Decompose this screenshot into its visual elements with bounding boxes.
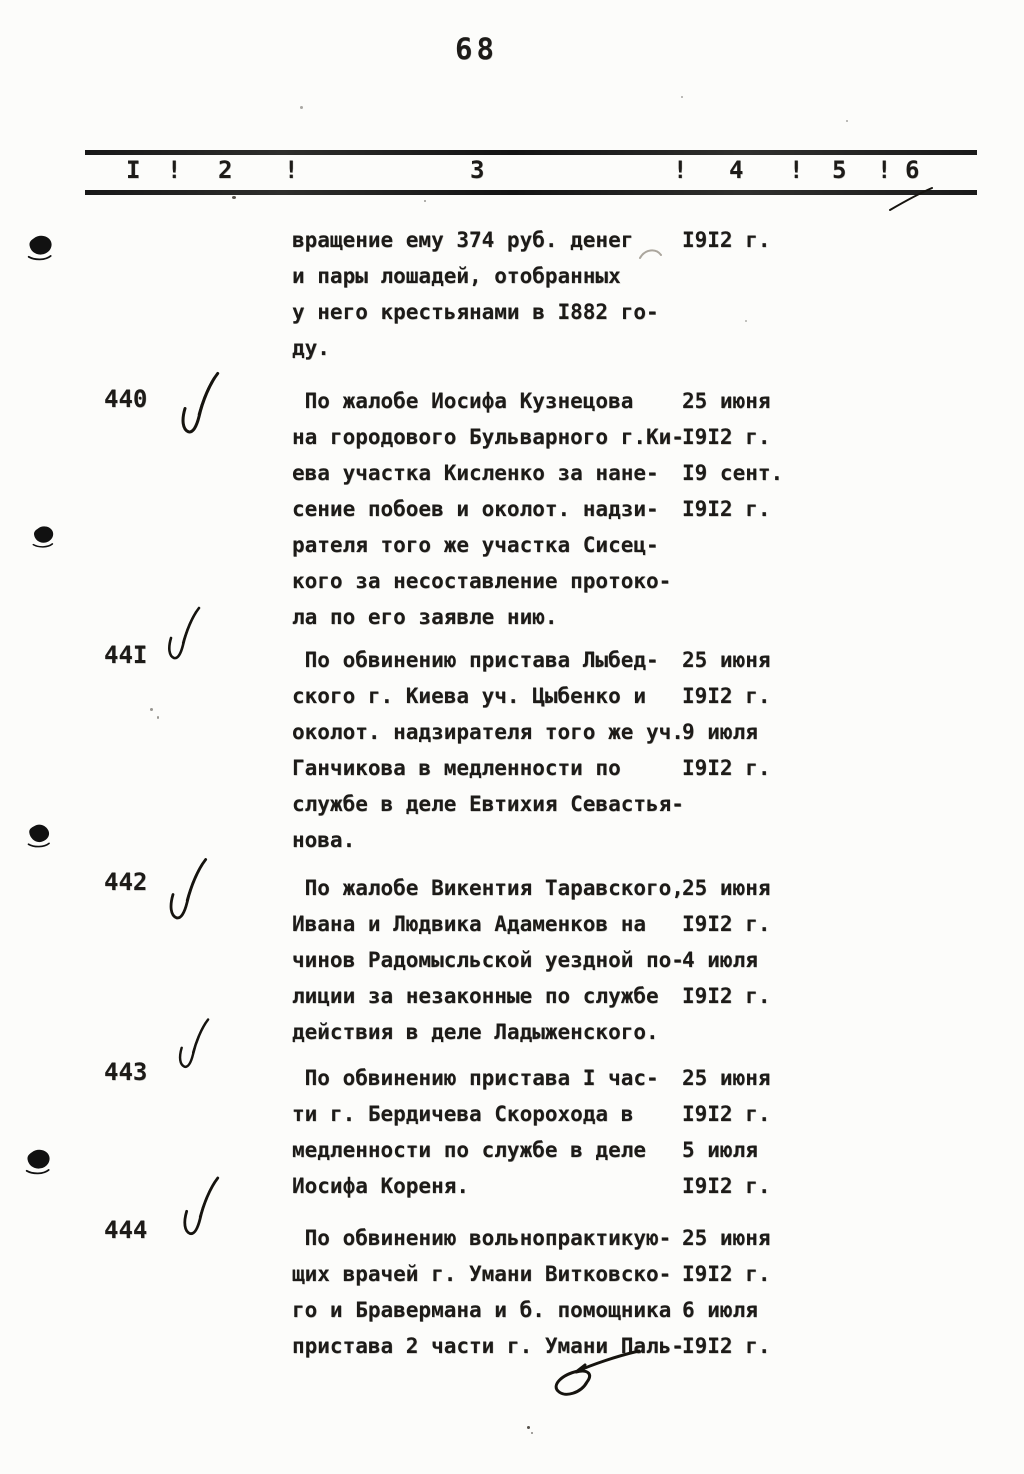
entry-line [292,714,892,750]
entry-line-date: I9I2 г. [682,228,771,252]
handwritten-flourish-icon [533,1346,643,1408]
entry-line-date: I9I2 г. [682,1262,771,1286]
entry-line-body: По жалобе Иосифа Кузнецова [292,389,634,413]
entry-line [292,1014,892,1050]
column-header-5: 5 [832,156,847,184]
column-separator: ! [167,156,182,184]
entry-line-date: I9I2 г. [682,1102,771,1126]
entry-line-body: По обвинению вольнопрактикую- [292,1226,672,1250]
entry-line-date: I9I2 г. [682,984,771,1008]
entry-line-body: околот. надзирателя того же уч. [292,720,684,744]
column-header-6: 6 [905,156,920,184]
entry-441 [292,642,892,858]
entry-line [292,599,892,635]
entry-line-body: рателя того же участка Сисец- [292,533,659,557]
entry-line [292,822,892,858]
paper-speck [300,106,303,109]
entry-line-body: чинов Радомысльской уездной по- [292,948,684,972]
entry-line [292,1292,892,1328]
entry-line-body: ева участка Кисленко за нане- [292,461,659,485]
paper-speck [531,1432,533,1434]
entry-line-body: лиции за незаконные по службе [292,984,659,1008]
table-rule-bottom [85,190,977,195]
entry-line-body: службе в деле Евтихия Севастья- [292,792,684,816]
entry-line-date: 25 июня [682,1066,771,1090]
entry-number-441: 44I [104,641,148,669]
paper-speck [157,716,159,719]
entry-line-body: По обвинению пристава Лыбед- [292,648,659,672]
column-header-1: I [126,156,141,184]
entry-line [292,455,892,491]
column-header-3: 3 [470,156,485,184]
entry-line-date: I9I2 г. [682,756,771,780]
entry-line [292,330,892,366]
entry-line-body: у него крестьянами в I882 го- [292,300,659,324]
paper-speck [846,120,848,122]
entry-line-body: кого за несоставление протоко- [292,569,672,593]
entry-line-body: сение побоев и околот. надзи- [292,497,659,521]
entry-line-body: Ганчикова в медленности по [292,756,621,780]
entry-line-body: нова. [292,828,356,852]
entry-line-date: I9I2 г. [682,684,771,708]
entry-line [292,563,892,599]
column-separator: ! [789,156,804,184]
paper-speck [232,196,236,199]
entry-line [292,1060,892,1096]
entry-line-body: го и Бравермана и б. помощника [292,1298,672,1322]
ink-blot-icon [26,821,54,851]
entry-line [292,222,892,258]
column-header-4: 4 [729,156,744,184]
table-rule-top [85,150,977,155]
entry-number-440: 440 [104,385,148,413]
entry-number-444: 444 [104,1216,148,1244]
paper-speck [424,200,426,202]
entry-line [292,1220,892,1256]
entry-line [292,1096,892,1132]
checkmark-icon [165,602,201,668]
entry-line [292,870,892,906]
entry-line [292,527,892,563]
entry-line-date: 25 июня [682,648,771,672]
entry-line-body: на городового Бульварного г.Ки- [292,425,684,449]
entry-line [292,678,892,714]
checkmark-icon [178,370,220,440]
entry-line-body: ду. [292,336,330,360]
column-header-2: 2 [218,156,233,184]
entry-line [292,294,892,330]
entry-line [292,1256,892,1292]
entry-line [292,942,892,978]
entry-line-date: 6 июля [682,1298,758,1322]
entry-number-443: 443 [104,1058,148,1086]
entry-number-442: 442 [104,868,148,896]
entry-440 [292,383,892,635]
checkmark-icon [180,1163,220,1253]
entry-line-body: По жалобе Викентия Таравского, [292,876,684,900]
entry-444 [292,1220,892,1364]
entry-line-body: Ивана и Людвика Адаменков на [292,912,647,936]
entry-line [292,786,892,822]
entry-line-date: I9I2 г. [682,912,771,936]
entry-line-date: I9I2 г. [682,1334,771,1358]
entry-line-date: 9 июля [682,720,758,744]
entry-line [292,978,892,1014]
entry-line-body: медленности по службе в деле [292,1138,647,1162]
paper-speck [745,320,747,322]
entry-443 [292,1060,892,1204]
entry-line-body: Иосифа Кореня. [292,1174,470,1198]
column-separator: ! [284,156,299,184]
ink-blot-icon [31,521,57,553]
column-separator: ! [673,156,688,184]
entry-line [292,383,892,419]
entry-line [292,906,892,942]
page-number: 68 [455,32,498,66]
pen-tick-icon [888,186,934,212]
entry-line [292,642,892,678]
entry-line-date: I9I2 г. [682,497,771,521]
entry-line [292,491,892,527]
ink-blot-icon [26,233,56,263]
paper-speck [527,1426,530,1429]
entry-line-date: 5 июля [682,1138,758,1162]
entry-line-date: I9 сент. [682,461,784,485]
entry-line [292,258,892,294]
pencil-smudge-icon [638,246,664,264]
entry-line-body: ла по его заявле нию. [292,605,558,629]
ink-blot-icon [24,1146,54,1178]
entry-line-body: пристава 2 части г. Умани Паль- [292,1334,684,1358]
checkmark-icon [176,1008,210,1082]
entry-line [292,1168,892,1204]
entry-line-body: вращение ему 374 руб. денег [292,228,634,252]
checkmark-icon [166,845,208,937]
paper-speck [150,708,153,711]
column-separator: ! [877,156,892,184]
entry-line-date: I9I2 г. [682,1174,771,1198]
entry-line-date: 25 июня [682,389,771,413]
entry-line-date: I9I2 г. [682,425,771,449]
entry-continuation [292,222,892,366]
entry-line [292,1132,892,1168]
paper-speck [681,96,683,98]
entry-442 [292,870,892,1050]
entry-line-body: и пары лошадей, отобранных [292,264,621,288]
entry-line-body: ти г. Бердичева Скорохода в [292,1102,634,1126]
entry-line-body: По обвинению пристава I час- [292,1066,659,1090]
entry-line-body: действия в деле Ладыженского. [292,1020,659,1044]
entry-line-date: 4 июля [682,948,758,972]
entry-line [292,750,892,786]
entry-line-date: 25 июня [682,876,771,900]
entry-line-body: ского г. Киева уч. Цыбенко и [292,684,647,708]
entry-line-date: 25 июня [682,1226,771,1250]
entry-line [292,419,892,455]
entry-line-body: щих врачей г. Умани Витковско- [292,1262,672,1286]
